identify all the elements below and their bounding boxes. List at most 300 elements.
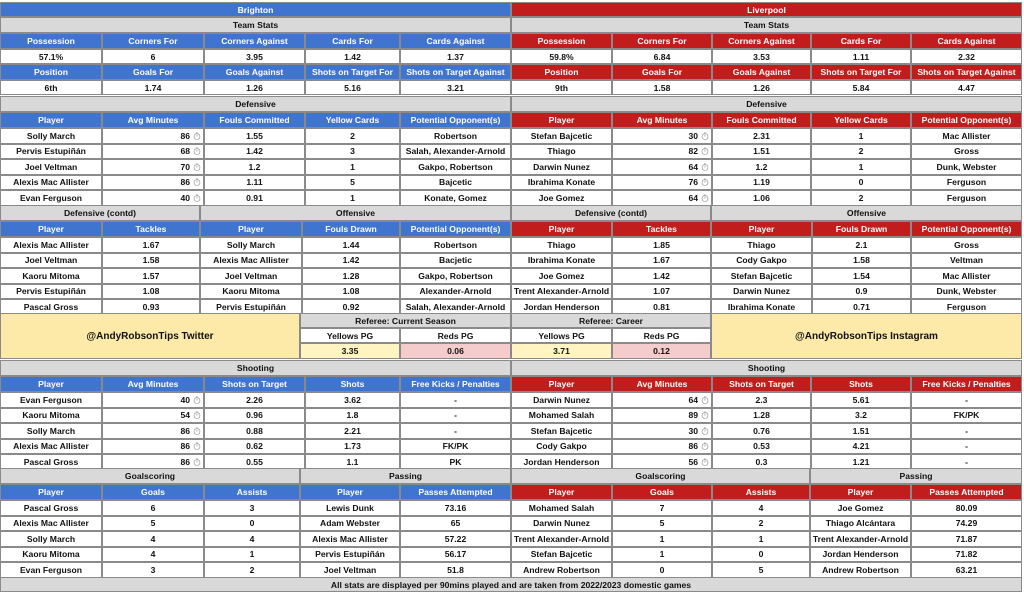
liverpool-team-stat-value: 5.84 — [811, 80, 911, 95]
stopwatch-icon — [701, 147, 709, 155]
avg-minutes-value: 64 — [688, 192, 698, 203]
liverpool-team-stat-header: Shots on Target For — [811, 64, 911, 80]
liverpool-defensive-cell — [612, 128, 712, 144]
avg-minutes-value: 89 — [688, 410, 698, 421]
brighton-shooting-cell: - — [400, 408, 511, 424]
stopwatch-icon — [701, 411, 709, 419]
liverpool-offensive-cell: Veltman — [911, 253, 1022, 269]
brighton-goalscoring-header: Goals — [102, 484, 204, 500]
liverpool-passing-player: Thiago Alcántara — [810, 516, 911, 532]
brighton-shooting-cell: 1.73 — [305, 439, 400, 455]
brighton-tackles-value: 1.67 — [102, 237, 200, 253]
footer-note: All stats are displayed per 90mins played and are taken from 2022/2023 domestic games — [0, 577, 1022, 592]
brighton-defensive-cell: Salah, Alexander-Arnold — [400, 144, 511, 160]
brighton-goalscoring-title: Goalscoring — [0, 468, 300, 484]
brighton-defensive-player: Joel Veltman — [0, 159, 102, 175]
liverpool-shooting-cell: - — [911, 423, 1022, 439]
avg-minutes-value: 82 — [688, 146, 698, 157]
liverpool-tackles-player: Trent Alexander-Arnold — [511, 284, 612, 300]
liverpool-shooting-header: Shots on Target — [712, 376, 811, 392]
avg-minutes-value: 86 — [180, 177, 190, 188]
liverpool-passing-player: Andrew Robertson — [810, 562, 911, 578]
brighton-tackles-player: Pascal Gross — [0, 299, 102, 315]
brighton-shooting-cell — [102, 408, 204, 424]
brighton-offensive-header: Player — [200, 221, 302, 237]
brighton-tackles-player: Joel Veltman — [0, 253, 102, 269]
liverpool-tackles-value: 1.42 — [612, 268, 711, 284]
liverpool-defensive-cell — [612, 175, 712, 191]
brighton-tackles-player: Pervis Estupiñán — [0, 284, 102, 300]
referee-season-yellows-value: 3.35 — [300, 343, 400, 359]
liverpool-passing-value: 80.09 — [911, 500, 1022, 516]
brighton-shooting-cell — [102, 423, 204, 439]
brighton-defensive-cell: 3 — [305, 144, 400, 160]
liverpool-tackles-player: Thiago — [511, 237, 612, 253]
liverpool-team-stat-value: 1.11 — [811, 49, 911, 64]
liverpool-goalscoring-cell: 5 — [612, 516, 712, 532]
liverpool-tackles-value: 1.07 — [612, 284, 711, 300]
brighton-shooting-header: Free Kicks / Penalties — [400, 376, 511, 392]
brighton-team-stat-value: 1.26 — [204, 80, 305, 95]
liverpool-passing-value: 71.87 — [911, 531, 1022, 547]
liverpool-team-stat-value: 1.58 — [612, 80, 712, 95]
brighton-shooting-header: Shots — [305, 376, 400, 392]
liverpool-offensive-cell: 1.54 — [812, 268, 911, 284]
liverpool-goalscoring-cell: 5 — [712, 562, 810, 578]
brighton-passing-player: Pervis Estupiñán — [300, 547, 400, 563]
liverpool-offensive-player: Thiago — [711, 237, 812, 253]
brighton-shooting-cell: 2.26 — [204, 392, 305, 408]
stopwatch-icon — [193, 442, 201, 450]
liverpool-tackles-value: 1.67 — [612, 253, 711, 269]
liverpool-offensive-cell: Ferguson — [911, 299, 1022, 315]
stopwatch-icon — [193, 411, 201, 419]
avg-minutes-value: 30 — [688, 130, 698, 141]
liverpool-defensive-player: Stefan Bajcetic — [511, 128, 612, 144]
brighton-passing-value: 51.8 — [400, 562, 511, 578]
liverpool-team-stat-header: Shots on Target Against — [911, 64, 1022, 80]
brighton-shooting-cell: FK/PK — [400, 439, 511, 455]
brighton-goalscoring-player: Alexis Mac Allister — [0, 516, 102, 532]
brighton-shooting-cell — [102, 439, 204, 455]
brighton-team-stat-value: 1.37 — [400, 49, 511, 64]
brighton-defensive-cell: 1.55 — [204, 128, 305, 144]
liverpool-shooting-player: Stefan Bajcetic — [511, 423, 612, 439]
stopwatch-icon — [701, 178, 709, 186]
avg-minutes-value: 76 — [688, 177, 698, 188]
stopwatch-icon — [701, 458, 709, 466]
brighton-shooting-player: Kaoru Mitoma — [0, 408, 102, 424]
brighton-defensive-cell — [102, 175, 204, 191]
brighton-defensive-player: Evan Ferguson — [0, 190, 102, 206]
liverpool-goalscoring-player: Darwin Nunez — [511, 516, 612, 532]
liverpool-goalscoring-player: Mohamed Salah — [511, 500, 612, 516]
liverpool-tackles-player: Jordan Henderson — [511, 299, 612, 315]
stopwatch-icon — [701, 132, 709, 140]
brighton-team-stat-header: Shots on Target Against — [400, 64, 511, 80]
liverpool-shooting-cell — [612, 423, 712, 439]
liverpool-defensive-player: Darwin Nunez — [511, 159, 612, 175]
liverpool-team-stat-header: Possession — [511, 33, 612, 49]
avg-minutes-value: 40 — [180, 192, 190, 203]
avg-minutes-value: 86 — [180, 130, 190, 141]
liverpool-defensive-cell: Ferguson — [911, 190, 1022, 206]
brighton-goalscoring-header: Assists — [204, 484, 300, 500]
avg-minutes-value: 56 — [688, 456, 698, 467]
stopwatch-icon — [193, 178, 201, 186]
avg-minutes-value: 30 — [688, 425, 698, 436]
liverpool-offensive-player: Cody Gakpo — [711, 253, 812, 269]
brighton-offensive-title: Offensive — [200, 205, 511, 221]
avg-minutes-value: 68 — [180, 146, 190, 157]
brighton-tackles-player: Kaoru Mitoma — [0, 268, 102, 284]
brighton-shooting-cell: 0.88 — [204, 423, 305, 439]
brighton-defensive-cell: 1 — [305, 190, 400, 206]
liverpool-shooting-cell — [612, 408, 712, 424]
stopwatch-icon — [193, 427, 201, 435]
liverpool-goalscoring-cell: 7 — [612, 500, 712, 516]
liverpool-shooting-cell: FK/PK — [911, 408, 1022, 424]
brighton-tackles-value: 0.93 — [102, 299, 200, 315]
brighton-offensive-cell: 1.42 — [302, 253, 400, 269]
liverpool-shooting-cell: 1.28 — [712, 408, 811, 424]
brighton-shooting-cell: 2.21 — [305, 423, 400, 439]
liverpool-defensive-cell: Dunk, Webster — [911, 159, 1022, 175]
liverpool-passing-value: 74.29 — [911, 516, 1022, 532]
liverpool-defensive-cell: Gross — [911, 144, 1022, 160]
liverpool-shooting-cell: 1.51 — [811, 423, 911, 439]
liverpool-goalscoring-player: Trent Alexander-Arnold — [511, 531, 612, 547]
referee-season-title: Referee: Current Season — [300, 313, 511, 328]
brighton-offensive-cell: 0.92 — [302, 299, 400, 315]
avg-minutes-value: 54 — [180, 410, 190, 421]
liverpool-defensive-cell: 2.31 — [712, 128, 811, 144]
liverpool-tackles-value: 1.85 — [612, 237, 711, 253]
liverpool-defensive-cell: 1 — [811, 159, 911, 175]
avg-minutes-value: 86 — [180, 441, 190, 452]
liverpool-passing-player: Trent Alexander-Arnold — [810, 531, 911, 547]
brighton-team-stat-value: 6th — [0, 80, 102, 95]
liverpool-defensive-cell: 1.51 — [712, 144, 811, 160]
stopwatch-icon — [193, 163, 201, 171]
avg-minutes-value: 70 — [180, 161, 190, 172]
liverpool-tackles-header: Tackles — [612, 221, 711, 237]
liverpool-tackles-header: Player — [511, 221, 612, 237]
brighton-shooting-cell: 1.8 — [305, 408, 400, 424]
liverpool-goalscoring-cell: 0 — [712, 547, 810, 563]
liverpool-offensive-header: Potential Opponent(s) — [911, 221, 1022, 237]
liverpool-defensive-cell: 1.2 — [712, 159, 811, 175]
liverpool-team-stat-header: Cards For — [811, 33, 911, 49]
liverpool-goalscoring-cell: 1 — [712, 531, 810, 547]
brighton-team-stat-header: Goals Against — [204, 64, 305, 80]
brighton-defensive-header: Player — [0, 112, 102, 128]
brighton-offensive-cell: 1.28 — [302, 268, 400, 284]
liverpool-goalscoring-cell: 0 — [612, 562, 712, 578]
brighton-team-stats-title: Team Stats — [0, 17, 511, 33]
liverpool-shooting-header: Free Kicks / Penalties — [911, 376, 1022, 392]
liverpool-goalscoring-cell: 4 — [712, 500, 810, 516]
brighton-passing-player: Joel Veltman — [300, 562, 400, 578]
liverpool-shooting-player: Cody Gakpo — [511, 439, 612, 455]
liverpool-offensive-player: Ibrahima Konate — [711, 299, 812, 315]
liverpool-shooting-cell: 0.3 — [712, 454, 811, 470]
liverpool-offensive-header: Player — [711, 221, 812, 237]
brighton-offensive-player: Pervis Estupiñán — [200, 299, 302, 315]
brighton-goalscoring-cell: 0 — [204, 516, 300, 532]
brighton-defensive-cell — [102, 144, 204, 160]
brighton-passing-title: Passing — [300, 468, 511, 484]
liverpool-offensive-title: Offensive — [711, 205, 1022, 221]
brighton-offensive-cell: Gakpo, Robertson — [400, 268, 511, 284]
liverpool-goalscoring-header: Goals — [612, 484, 712, 500]
brighton-team-stat-value: 6 — [102, 49, 204, 64]
brighton-tackles-header: Tackles — [102, 221, 200, 237]
brighton-shooting-cell: 0.55 — [204, 454, 305, 470]
brighton-offensive-cell: 1.44 — [302, 237, 400, 253]
liverpool-shooting-header: Player — [511, 376, 612, 392]
liverpool-goalscoring-player: Stefan Bajcetic — [511, 547, 612, 563]
brighton-goalscoring-cell: 4 — [102, 547, 204, 563]
liverpool-goalscoring-title: Goalscoring — [511, 468, 810, 484]
liverpool-team-stat-header: Corners Against — [712, 33, 811, 49]
liverpool-offensive-header: Fouls Drawn — [812, 221, 911, 237]
liverpool-defensive-cell: 1.06 — [712, 190, 811, 206]
liverpool-defensive-cell: 1 — [811, 128, 911, 144]
liverpool-team-stat-value: 1.26 — [712, 80, 811, 95]
instagram-promo: @AndyRobsonTips Instagram — [711, 313, 1022, 359]
brighton-shooting-cell: 0.62 — [204, 439, 305, 455]
liverpool-defensive-cell — [612, 144, 712, 160]
liverpool-defensive-header: Avg Minutes — [612, 112, 712, 128]
brighton-offensive-header: Potential Opponent(s) — [400, 221, 511, 237]
brighton-defensive-player: Alexis Mac Allister — [0, 175, 102, 191]
liverpool-team-stat-header: Position — [511, 64, 612, 80]
brighton-defensive-cell: 1.42 — [204, 144, 305, 160]
liverpool-shooting-player: Mohamed Salah — [511, 408, 612, 424]
liverpool-offensive-cell: 0.9 — [812, 284, 911, 300]
liverpool-tackles-value: 0.81 — [612, 299, 711, 315]
brighton-shooting-cell: 1.1 — [305, 454, 400, 470]
liverpool-passing-player: Joe Gomez — [810, 500, 911, 516]
liverpool-defensive-cell: 0 — [811, 175, 911, 191]
stopwatch-icon — [193, 396, 201, 404]
brighton-defensive-contd-title: Defensive (contd) — [0, 205, 200, 221]
brighton-defensive-header: Potential Opponent(s) — [400, 112, 511, 128]
brighton-defensive-player: Pervis Estupiñán — [0, 144, 102, 160]
liverpool-shooting-cell: 2.3 — [712, 392, 811, 408]
liverpool-defensive-cell: Ferguson — [911, 175, 1022, 191]
brighton-offensive-player: Joel Veltman — [200, 268, 302, 284]
liverpool-defensive-cell — [612, 159, 712, 175]
brighton-shooting-cell — [102, 392, 204, 408]
stopwatch-icon — [701, 163, 709, 171]
stopwatch-icon — [193, 147, 201, 155]
brighton-shooting-title: Shooting — [0, 360, 511, 376]
brighton-passing-value: 56.17 — [400, 547, 511, 563]
avg-minutes-value: 86 — [180, 456, 190, 467]
brighton-passing-header: Passes Attempted — [400, 484, 511, 500]
liverpool-defensive-header: Yellow Cards — [811, 112, 911, 128]
brighton-team-stat-header: Corners Against — [204, 33, 305, 49]
referee-season-reds-value: 0.06 — [400, 343, 511, 359]
brighton-team-stat-value: 5.16 — [305, 80, 400, 95]
avg-minutes-value: 86 — [180, 425, 190, 436]
stopwatch-icon — [193, 194, 201, 202]
liverpool-shooting-cell: 5.61 — [811, 392, 911, 408]
stopwatch-icon — [193, 458, 201, 466]
liverpool-passing-player: Jordan Henderson — [810, 547, 911, 563]
brighton-goalscoring-cell: 1 — [204, 547, 300, 563]
brighton-offensive-cell: Salah, Alexander-Arnold — [400, 299, 511, 315]
brighton-team-stat-header: Corners For — [102, 33, 204, 49]
liverpool-offensive-player: Darwin Nunez — [711, 284, 812, 300]
referee-season-reds-header: Reds PG — [400, 328, 511, 343]
liverpool-team-stat-value: 2.32 — [911, 49, 1022, 64]
liverpool-shooting-cell — [612, 439, 712, 455]
avg-minutes-value: 64 — [688, 161, 698, 172]
liverpool-defensive-player: Thiago — [511, 144, 612, 160]
liverpool-goalscoring-header: Player — [511, 484, 612, 500]
brighton-passing-player: Lewis Dunk — [300, 500, 400, 516]
brighton-team-stat-value: 1.42 — [305, 49, 400, 64]
liverpool-offensive-player: Stefan Bajcetic — [711, 268, 812, 284]
brighton-shooting-cell: 0.96 — [204, 408, 305, 424]
liverpool-team-header: Liverpool — [511, 2, 1022, 17]
liverpool-passing-header: Player — [810, 484, 911, 500]
referee-season-yellows-header: Yellows PG — [300, 328, 400, 343]
brighton-defensive-cell: Konate, Gomez — [400, 190, 511, 206]
liverpool-team-stat-header: Corners For — [612, 33, 712, 49]
liverpool-defensive-header: Potential Opponent(s) — [911, 112, 1022, 128]
liverpool-goalscoring-cell: 2 — [712, 516, 810, 532]
liverpool-passing-value: 63.21 — [911, 562, 1022, 578]
brighton-defensive-cell: 0.91 — [204, 190, 305, 206]
brighton-defensive-header: Avg Minutes — [102, 112, 204, 128]
liverpool-defensive-contd-title: Defensive (contd) — [511, 205, 711, 221]
liverpool-goalscoring-header: Assists — [712, 484, 810, 500]
liverpool-passing-header: Passes Attempted — [911, 484, 1022, 500]
liverpool-tackles-player: Ibrahima Konate — [511, 253, 612, 269]
brighton-shooting-player: Solly March — [0, 423, 102, 439]
brighton-defensive-player: Solly March — [0, 128, 102, 144]
liverpool-passing-value: 71.82 — [911, 547, 1022, 563]
liverpool-team-stat-value: 9th — [511, 80, 612, 95]
brighton-team-stat-header: Cards For — [305, 33, 400, 49]
liverpool-shooting-cell: - — [911, 454, 1022, 470]
liverpool-defensive-cell: 2 — [811, 190, 911, 206]
stopwatch-icon — [701, 194, 709, 202]
brighton-team-stat-header: Position — [0, 64, 102, 80]
brighton-goalscoring-player: Pascal Gross — [0, 500, 102, 516]
liverpool-offensive-cell: 0.71 — [812, 299, 911, 315]
brighton-shooting-cell: - — [400, 392, 511, 408]
liverpool-shooting-cell: 3.2 — [811, 408, 911, 424]
brighton-team-stat-value: 3.95 — [204, 49, 305, 64]
brighton-goalscoring-cell: 3 — [204, 500, 300, 516]
brighton-passing-player: Adam Webster — [300, 516, 400, 532]
liverpool-offensive-cell: Mac Allister — [911, 268, 1022, 284]
liverpool-shooting-cell: 1.21 — [811, 454, 911, 470]
brighton-defensive-cell — [102, 128, 204, 144]
brighton-passing-player: Alexis Mac Allister — [300, 531, 400, 547]
liverpool-offensive-cell: 2.1 — [812, 237, 911, 253]
brighton-shooting-header: Avg Minutes — [102, 376, 204, 392]
brighton-shooting-player: Pascal Gross — [0, 454, 102, 470]
brighton-goalscoring-player: Solly March — [0, 531, 102, 547]
brighton-offensive-cell: Bacjetic — [400, 253, 511, 269]
liverpool-shooting-cell: 0.53 — [712, 439, 811, 455]
brighton-shooting-player: Alexis Mac Allister — [0, 439, 102, 455]
liverpool-shooting-cell: - — [911, 439, 1022, 455]
brighton-shooting-cell: 3.62 — [305, 392, 400, 408]
brighton-team-stat-header: Possession — [0, 33, 102, 49]
avg-minutes-value: 40 — [180, 394, 190, 405]
brighton-offensive-player: Kaoru Mitoma — [200, 284, 302, 300]
brighton-passing-header: Player — [300, 484, 400, 500]
brighton-offensive-cell: Alexander-Arnold — [400, 284, 511, 300]
brighton-goalscoring-player: Evan Ferguson — [0, 562, 102, 578]
liverpool-team-stat-header: Goals For — [612, 64, 712, 80]
liverpool-team-stat-value: 59.8% — [511, 49, 612, 64]
brighton-passing-value: 57.22 — [400, 531, 511, 547]
brighton-team-stat-header: Shots on Target For — [305, 64, 400, 80]
brighton-goalscoring-cell: 4 — [204, 531, 300, 547]
brighton-shooting-cell: - — [400, 423, 511, 439]
brighton-tackles-header: Player — [0, 221, 102, 237]
liverpool-defensive-title: Defensive — [511, 96, 1022, 112]
brighton-offensive-header: Fouls Drawn — [302, 221, 400, 237]
liverpool-team-stat-value: 6.84 — [612, 49, 712, 64]
liverpool-team-stat-value: 4.47 — [911, 80, 1022, 95]
brighton-goalscoring-cell: 4 — [102, 531, 204, 547]
liverpool-shooting-header: Shots — [811, 376, 911, 392]
liverpool-shooting-cell: 4.21 — [811, 439, 911, 455]
brighton-defensive-cell — [102, 159, 204, 175]
liverpool-team-stat-header: Goals Against — [712, 64, 811, 80]
brighton-tackles-value: 1.57 — [102, 268, 200, 284]
brighton-shooting-cell: PK — [400, 454, 511, 470]
brighton-defensive-header: Yellow Cards — [305, 112, 400, 128]
avg-minutes-value: 64 — [688, 394, 698, 405]
avg-minutes-value: 86 — [688, 441, 698, 452]
brighton-defensive-cell: Bajcetic — [400, 175, 511, 191]
stopwatch-icon — [701, 427, 709, 435]
stopwatch-icon — [701, 396, 709, 404]
liverpool-goalscoring-cell: 1 — [612, 531, 712, 547]
brighton-team-stat-header: Goals For — [102, 64, 204, 80]
brighton-passing-value: 65 — [400, 516, 511, 532]
brighton-defensive-cell: Robertson — [400, 128, 511, 144]
liverpool-defensive-cell: Mac Allister — [911, 128, 1022, 144]
liverpool-goalscoring-player: Andrew Robertson — [511, 562, 612, 578]
brighton-goalscoring-cell: 3 — [102, 562, 204, 578]
liverpool-shooting-player: Jordan Henderson — [511, 454, 612, 470]
brighton-offensive-cell: 1.08 — [302, 284, 400, 300]
liverpool-defensive-header: Fouls Committed — [712, 112, 811, 128]
brighton-defensive-cell — [102, 190, 204, 206]
referee-career-yellows-value: 3.71 — [511, 343, 612, 359]
stopwatch-icon — [701, 442, 709, 450]
brighton-defensive-cell: 1 — [305, 159, 400, 175]
liverpool-offensive-cell: 1.58 — [812, 253, 911, 269]
liverpool-shooting-cell — [612, 392, 712, 408]
liverpool-defensive-header: Player — [511, 112, 612, 128]
liverpool-shooting-header: Avg Minutes — [612, 376, 712, 392]
brighton-tackles-value: 1.58 — [102, 253, 200, 269]
liverpool-offensive-cell: Gross — [911, 237, 1022, 253]
liverpool-shooting-cell: - — [911, 392, 1022, 408]
